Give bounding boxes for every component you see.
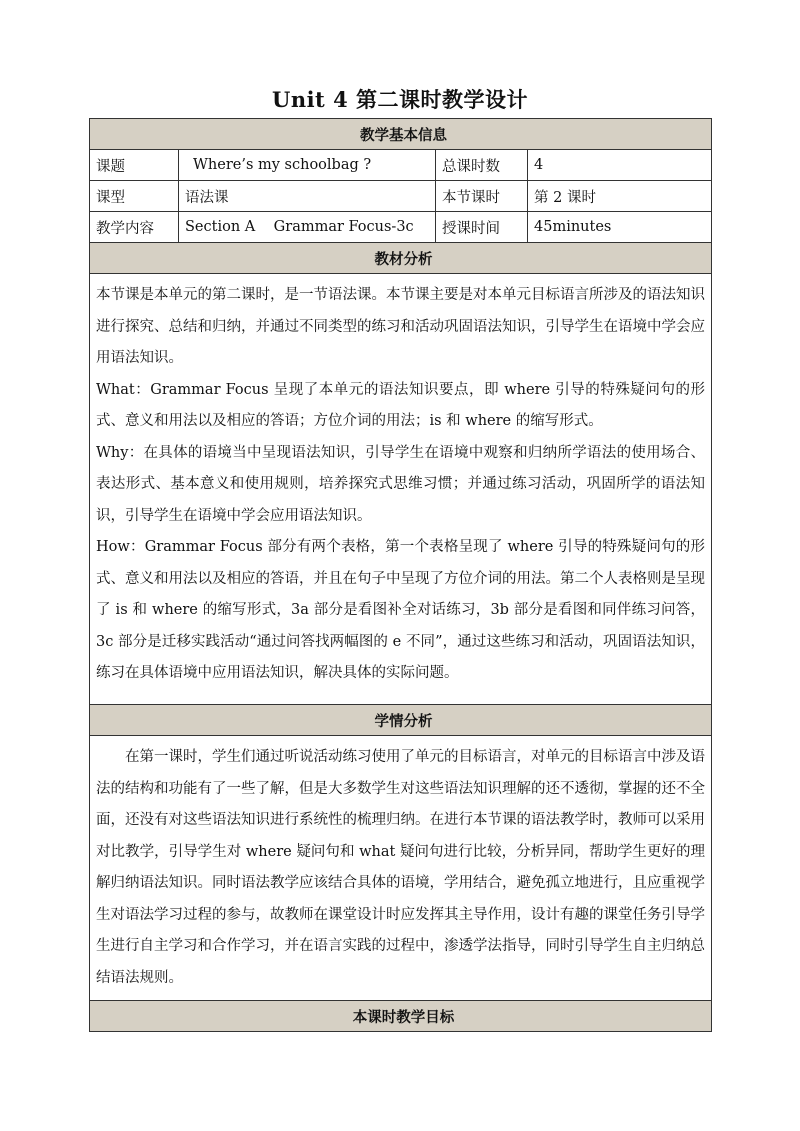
info-label: 本节课时: [436, 181, 528, 212]
section-title: 学情分析: [90, 705, 712, 736]
section-header-basic-info: [90, 119, 712, 150]
section-title: 教学基本信息: [90, 119, 712, 150]
section-header-material: [90, 243, 712, 274]
info-row-type: [90, 181, 712, 212]
students-analysis-row: [90, 736, 712, 1001]
section-title: 教材分析: [90, 243, 712, 274]
paragraph: Why：在具体的语境当中呈现语法知识，引导学生在语境中观察和归纳所学语法的使用场合、表达形式、基本意义和使用规则，培养探究式思维习惯；并通过练习活动，巩固所学的语法知识，引导学生在语境中学会应用语法知识。: [96, 444, 705, 524]
section-title: 本课时教学目标: [90, 1001, 712, 1032]
info-value: Where’s my schoolbag ?: [179, 150, 436, 181]
section-header-students: [90, 705, 712, 736]
info-value: Section A Grammar Focus-3c: [179, 212, 436, 243]
info-label: 课题: [90, 150, 179, 181]
info-value: 语法课: [179, 181, 436, 212]
section-header-objectives: [90, 1001, 712, 1032]
info-row-topic: [90, 150, 712, 181]
page-title: Unit 4 第二课时教学设计: [272, 87, 528, 112]
info-label: 课型: [90, 181, 179, 212]
material-analysis-text: [90, 274, 712, 705]
info-label: 总课时数: [436, 150, 528, 181]
material-analysis-row: [90, 274, 712, 705]
paragraph: What：Grammar Focus 呈现了本单元的语法知识要点，即 where 引导的特殊疑问句的形式、意义和用法以及相应的答语；方位介词的用法；is 和 where 的缩写形式。: [96, 381, 705, 429]
info-value: 4: [528, 150, 712, 181]
paragraph: How：Grammar Focus 部分有两个表格，第一个表格呈现了 where 引导的特殊疑问句的形式、意义和用法以及相应的答语，并且在句子中呈现了方位介词的用法。第二个人表格则是呈现了 is 和 where 的缩写形式，3a 部分是看图补全对话练习，3b 部分是看图和同伴练习问答，3c 部分是迁移实践活动“通过问答找两幅图的 e 不同”，通过这些练习和活动，巩固语法知识，练习在具体语境中应用语法知识，解决具体的实际问题。: [96, 539, 705, 681]
paragraph: 在第一课时，学生们通过听说活动练习使用了单元的目标语言，对单元的目标语言中涉及语法的结构和功能有了一些了解，但是大多数学生对这些语法知识理解的还不透彻，掌握的还不全面，还没有对这些语法知识进行系统性的梳理归纳。在进行本节课的语法教学时，教师可以采用对比教学，引导学生对 where 疑问句和 what 疑问句进行比较，分析异同，帮助学生更好的理解归纳语法知识。同时语法教学应该结合具体的语境，学用结合，避免孤立地进行，且应重视学生对语法学习过程的参与，故教师在课堂设计时应发挥其主导作用，设计有趣的课堂任务引导学生进行自主学习和合作学习，并在语言实践的过程中，渗透学法指导，同时引导学生自主归纳总结语法规则。: [96, 749, 705, 986]
info-label: 教学内容: [90, 212, 179, 243]
paragraph: 本节课是本单元的第二课时，是一节语法课。本节课主要是对本单元目标语言所涉及的语法知识进行探究、总结和归纳，并通过不同类型的练习和活动巩固语法知识，引导学生在语境中学会应用语法知识。: [96, 287, 705, 366]
info-label: 授课时间: [436, 212, 528, 243]
info-value: 45minutes: [528, 212, 712, 243]
info-value: 第 2 课时: [528, 181, 712, 212]
lesson-plan-table: [89, 118, 712, 1032]
info-row-content: [90, 212, 712, 243]
students-analysis-text: [90, 736, 712, 1001]
